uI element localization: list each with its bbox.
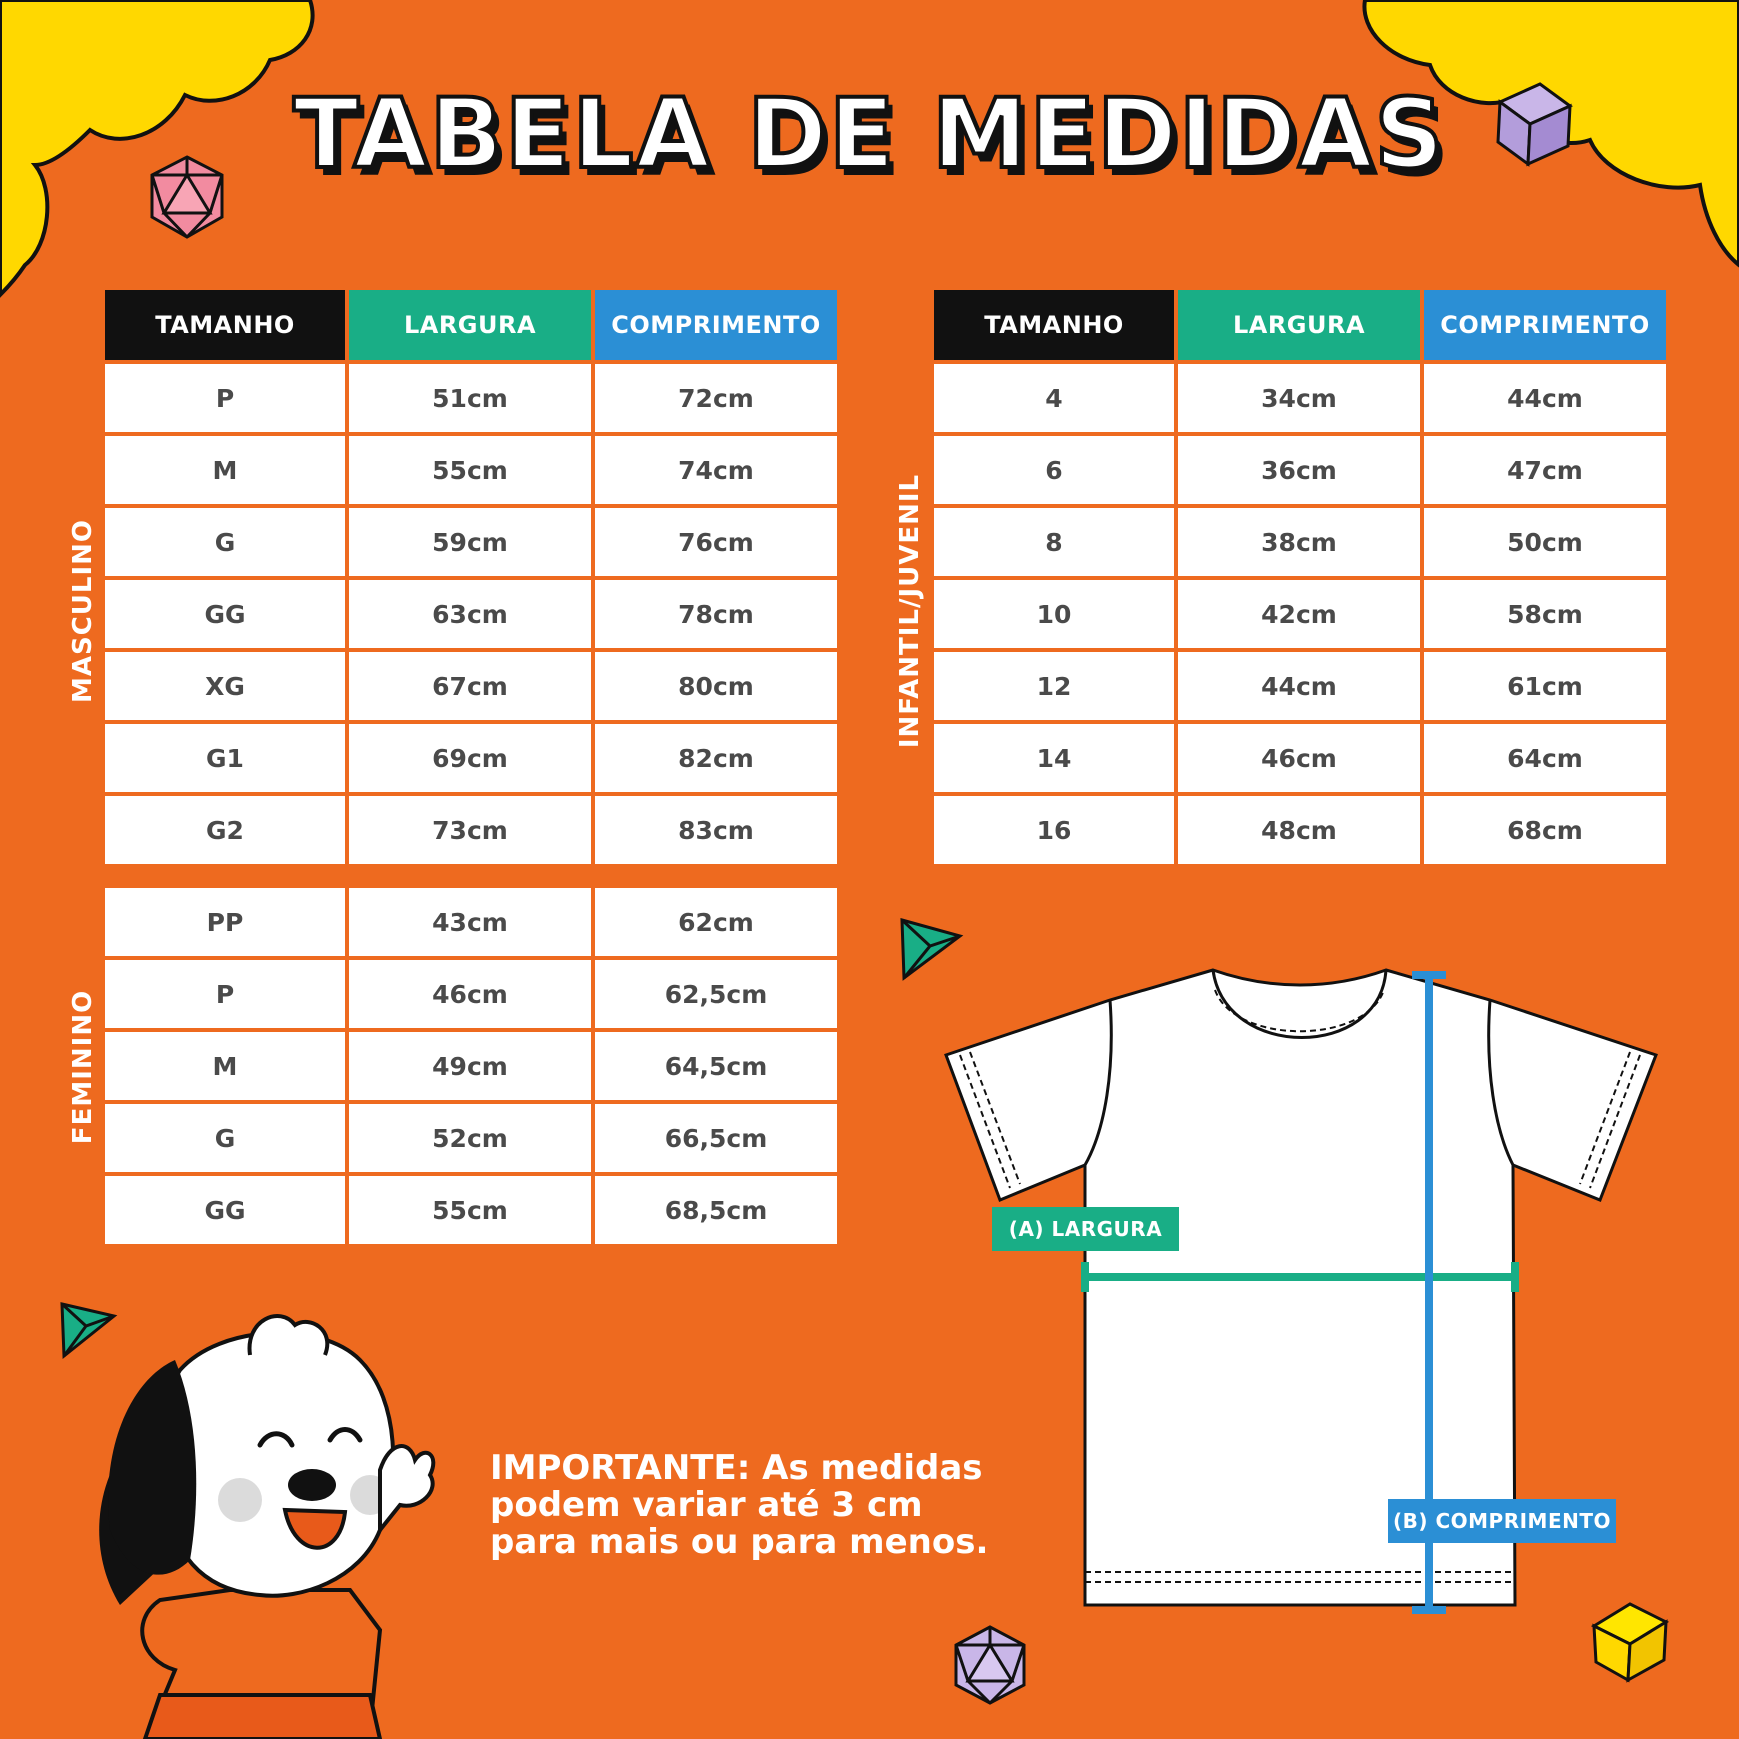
length-measure-label: (B) COMPRIMENTO — [1388, 1499, 1616, 1543]
table-header-row — [105, 290, 837, 360]
width-cell: 42cm — [1178, 580, 1420, 648]
dog-mascot-icon — [80, 1300, 480, 1739]
size-cell: 10 — [934, 580, 1174, 648]
section-label-feminino: FEMININO — [68, 989, 98, 1145]
length-cell: 62cm — [595, 888, 837, 956]
size-cell: 12 — [934, 652, 1174, 720]
length-cell: 83cm — [595, 796, 837, 864]
width-cell: 46cm — [349, 960, 591, 1028]
table-row — [105, 888, 837, 956]
width-cell: 69cm — [349, 724, 591, 792]
table-row — [105, 1032, 837, 1100]
length-cell: 64,5cm — [595, 1032, 837, 1100]
column-header-length: COMPRIMENTO — [595, 290, 837, 360]
section-label-infantil: INFANTIL/JUVENIL — [895, 473, 925, 749]
size-cell: 8 — [934, 508, 1174, 576]
width-cell: 63cm — [349, 580, 591, 648]
table-row — [934, 436, 1666, 504]
size-cell: 14 — [934, 724, 1174, 792]
column-header-size: TAMANHO — [105, 290, 345, 360]
length-cell: 78cm — [595, 580, 837, 648]
table-row — [105, 1104, 837, 1172]
length-cell: 44cm — [1424, 364, 1666, 432]
size-cell: 4 — [934, 364, 1174, 432]
length-cell: 68cm — [1424, 796, 1666, 864]
width-cell: 52cm — [349, 1104, 591, 1172]
size-cell: P — [105, 960, 345, 1028]
table-row — [934, 580, 1666, 648]
table-row — [934, 724, 1666, 792]
d20-dice-icon — [952, 1625, 1028, 1705]
table-row — [105, 364, 837, 432]
table-row — [934, 796, 1666, 864]
length-cell: 72cm — [595, 364, 837, 432]
table-body — [105, 364, 837, 864]
width-cell: 46cm — [1178, 724, 1420, 792]
width-cell: 55cm — [349, 436, 591, 504]
width-measure-label: (A) LARGURA — [992, 1207, 1179, 1251]
size-cell: G — [105, 1104, 345, 1172]
width-cell: 36cm — [1178, 436, 1420, 504]
width-cell: 73cm — [349, 796, 591, 864]
width-cell: 34cm — [1178, 364, 1420, 432]
note-line: para mais ou para menos. — [490, 1522, 989, 1562]
length-cell: 82cm — [595, 724, 837, 792]
length-cell: 62,5cm — [595, 960, 837, 1028]
table-row — [105, 580, 837, 648]
size-cell: M — [105, 436, 345, 504]
table-row — [105, 652, 837, 720]
table-row — [934, 652, 1666, 720]
size-cell: PP — [105, 888, 345, 956]
size-cell: G1 — [105, 724, 345, 792]
size-cell: P — [105, 364, 345, 432]
table-row — [105, 436, 837, 504]
width-cell: 44cm — [1178, 652, 1420, 720]
section-label-masculino: MASCULINO — [68, 518, 98, 704]
size-table-feminino — [101, 884, 841, 1248]
size-cell: GG — [105, 580, 345, 648]
d20-dice-icon — [148, 155, 226, 239]
length-cell: 74cm — [595, 436, 837, 504]
width-cell: 55cm — [349, 1176, 591, 1244]
length-cell: 58cm — [1424, 580, 1666, 648]
column-header-size: TAMANHO — [934, 290, 1174, 360]
column-header-length: COMPRIMENTO — [1424, 290, 1666, 360]
note-line: podem variar até 3 cm — [490, 1485, 923, 1525]
size-cell: M — [105, 1032, 345, 1100]
size-table-infantil — [930, 286, 1670, 868]
length-cell: 80cm — [595, 652, 837, 720]
width-cell: 48cm — [1178, 796, 1420, 864]
width-cell: 59cm — [349, 508, 591, 576]
length-cell: 68,5cm — [595, 1176, 837, 1244]
size-cell: GG — [105, 1176, 345, 1244]
table-row — [105, 796, 837, 864]
table-row — [934, 508, 1666, 576]
length-cell: 47cm — [1424, 436, 1666, 504]
size-table-masculino — [101, 286, 841, 868]
size-cell: 6 — [934, 436, 1174, 504]
width-cell: 49cm — [349, 1032, 591, 1100]
length-cell: 64cm — [1424, 724, 1666, 792]
table-body — [934, 364, 1666, 864]
size-cell: G2 — [105, 796, 345, 864]
length-cell: 50cm — [1424, 508, 1666, 576]
size-cell: G — [105, 508, 345, 576]
table-row — [105, 960, 837, 1028]
table-row — [105, 508, 837, 576]
note-line: IMPORTANTE: As medidas — [490, 1448, 983, 1488]
table-row — [105, 724, 837, 792]
table-body — [105, 888, 837, 1244]
page-title: TABELA DE MEDIDAS — [293, 78, 1446, 190]
width-cell: 51cm — [349, 364, 591, 432]
table-header-row — [934, 290, 1666, 360]
table-row — [105, 1176, 837, 1244]
length-cell: 61cm — [1424, 652, 1666, 720]
size-cell: XG — [105, 652, 345, 720]
cube-dice-icon — [1490, 80, 1574, 168]
table-row — [934, 364, 1666, 432]
length-cell: 66,5cm — [595, 1104, 837, 1172]
column-header-width: LARGURA — [349, 290, 591, 360]
length-cell: 76cm — [595, 508, 837, 576]
important-note — [490, 1450, 988, 1561]
size-cell: 16 — [934, 796, 1174, 864]
width-cell: 67cm — [349, 652, 591, 720]
width-cell: 43cm — [349, 888, 591, 956]
width-cell: 38cm — [1178, 508, 1420, 576]
column-header-width: LARGURA — [1178, 290, 1420, 360]
